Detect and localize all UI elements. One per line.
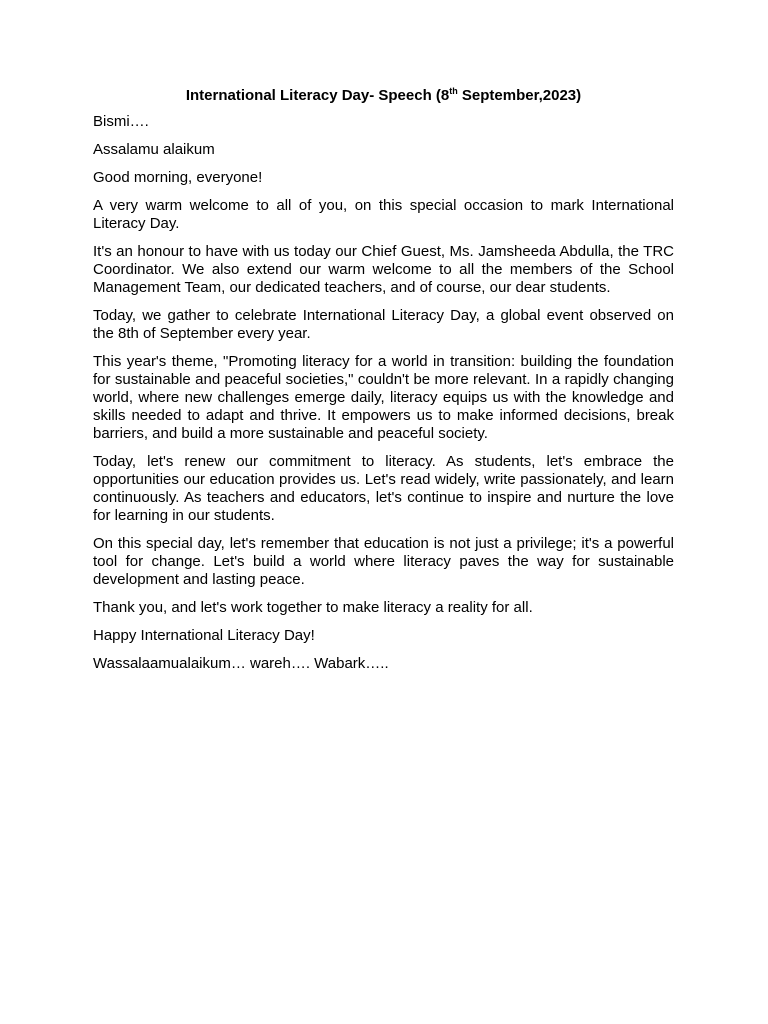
paragraph-occasion: Today, we gather to celebrate International Literacy Day, a global event observed on the 8th of September every year. — [93, 307, 674, 342]
paragraph-greeting: Assalamu alaikum — [93, 141, 215, 158]
paragraph-guests: It's an honour to have with us today our Chief Guest, Ms. Jamsheeda Abdulla, the TRC Coordinator. We also extend our warm welcome to all the members of the School Management Team, our dedicated teachers, and of course, our dear students. — [93, 243, 674, 296]
paragraph-commitment: Today, let's renew our commitment to literacy. As students, let's embrace the opportunities our education provides us. Let's read widely, write passionately, and learn continuously. As teachers and educators, let's continue to inspire and nurture the love for learning in our students. — [93, 453, 674, 524]
paragraph-good-morning: Good morning, everyone! — [93, 169, 263, 186]
paragraph-thank-you: Thank you, and let's work together to make literacy a reality for all. — [93, 599, 533, 616]
paragraph-theme: This year's theme, "Promoting literacy for a world in transition: building the foundation for sustainable and peaceful societies," couldn't be more relevant. In a rapidly changing world, where new challenges emerge daily, literacy equips us with the knowledge and skills needed to adapt and thrive. It empowers us to make informed decisions, break barriers, and build a more sustainable and peaceful society. — [93, 353, 674, 442]
title-tail: September,2023) — [457, 87, 582, 104]
document-page — [93, 87, 674, 683]
paragraph-happy-day: Happy International Literacy Day! — [93, 627, 315, 644]
paragraph-special-day: On this special day, let's remember that education is not just a privilege; it's a powerful tool for change. Let's build a world where literacy paves the way for sustainable development and lasting peace. — [93, 535, 674, 588]
document-title — [93, 87, 674, 105]
title-superscript: th — [449, 86, 458, 96]
paragraph-closing: Wassalaamualaikum… wareh…. Wabark….. — [93, 655, 389, 672]
paragraph-welcome: A very warm welcome to all of you, on this special occasion to mark International Literacy Day. — [93, 197, 674, 232]
title-main: International Literacy Day- Speech (8 — [185, 87, 450, 104]
paragraph-opening: Bismi…. — [93, 113, 149, 130]
